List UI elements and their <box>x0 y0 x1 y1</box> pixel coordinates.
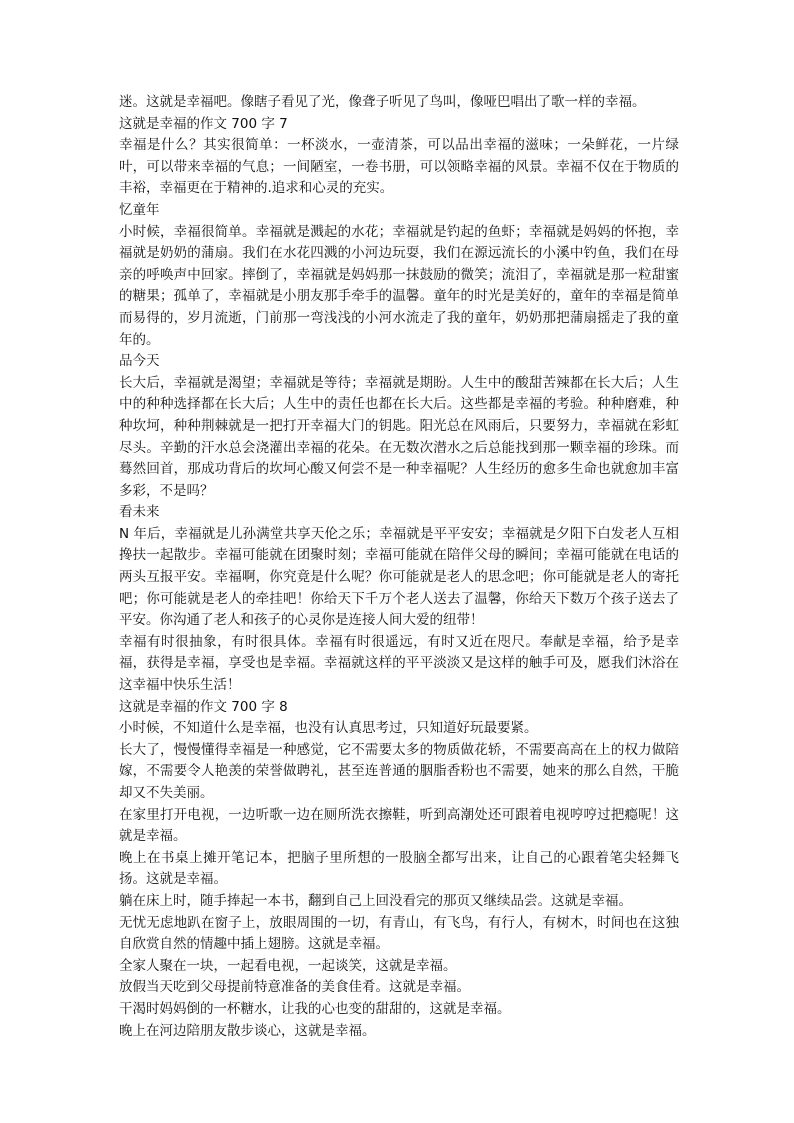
paragraph-sugar-water: 干渴时妈妈倒的一杯糖水，让我的心也变的甜甜的，这就是幸福。 <box>119 1000 511 1017</box>
paragraph-book: 躺在床上时，随手捧起一本书，翻到自己上回没看完的那页又继续品尝。这就是幸福。 <box>119 892 632 909</box>
essay-title-8: 这就是幸福的作文 700 字 8 <box>119 698 288 715</box>
paragraph-conclusion: 幸福有时很抽象，有时很具体。幸福有时很遥远，有时又近在咫尺。奉献是幸福，给予是幸福，获得是幸福，享受也是幸福。幸福就这样的平平淡淡又是这样的触手可及，愿我们沐浴在这幸福中快乐生活！ <box>119 633 679 694</box>
document-body <box>119 92 679 1042</box>
section-heading-childhood: 忆童年 <box>119 201 160 218</box>
paragraph-notebook: 晚上在书桌上摊开笔记本，把脑子里所想的一股脑全都写出来，让自己的心跟着笔尖轻舞飞扬。这就是幸福。 <box>119 849 679 888</box>
paragraph-family: 全家人聚在一块，一起看电视，一起谈笑，这就是幸福。 <box>119 957 457 974</box>
paragraph-childhood: 小时候，幸福很简单。幸福就是溅起的水花；幸福就是钓起的鱼虾；幸福就是妈妈的怀抱，幸福就是奶奶的蒲扇。我们在水花四溅的小河边玩耍，我们在源远流长的小溪中钓鱼，我们在母亲的呼唤声中回家。摔倒了，幸福就是妈妈那一抹鼓励的微笑；流泪了，幸福就是那一粒甜蜜的糖果；孤单了，幸福就是小朋友那手牵手的温馨。童年的时光是美好的，童年的幸福是简单而易得的，岁月流逝，门前那一弯浅浅的小河水流走了我的童年，奶奶那把蒲扇摇走了我的童年的。 <box>119 223 679 348</box>
paragraph-today: 长大后，幸福就是渴望；幸福就是等待；幸福就是期盼。人生中的酸甜苦辣都在长大后；人生中的种种选择都在长大后；人生中的责任也都在长大后。这些都是幸福的考验。种种磨难，种种坎坷，种种荆棘就是一把打开幸福大门的钥匙。阳光总在风雨后，只要努力，幸福就在彩虹尽头。辛勤的汗水总会浇灌出幸福的花朵。在无数次潜水之后总能找到那一颗幸福的珍珠。而蓦然回首，那成功背后的坎坷心酸又何尝不是一种幸福呢？人生经历的愈多生命也就愈加丰富多彩，不是吗？ <box>119 374 679 499</box>
paragraph-intro: 幸福是什么？其实很简单：一杯淡水，一壶清茶，可以品出幸福的滋味；一朵鲜花，一片绿叶，可以带来幸福的气息；一间陋室，一卷书册，可以领略幸福的风景。幸福不仅在于物质的丰裕，幸福更在于精神的.追求和心灵的充实。 <box>119 137 679 197</box>
paragraph-holiday: 放假当天吃到父母提前特意准备的美食佳肴。这就是幸福。 <box>119 979 470 996</box>
section-heading-future: 看未来 <box>119 504 160 521</box>
paragraph-river-walk: 晚上在河边陪朋友散步谈心，这就是幸福。 <box>119 1022 376 1039</box>
essay-title-7: 这就是幸福的作文 700 字 7 <box>119 115 288 132</box>
paragraph-tv: 在家里打开电视，一边听歌一边在厕所洗衣擦鞋，听到高潮处还可跟着电视哼哼过把瘾呢！这就是幸福。 <box>119 806 679 845</box>
paragraph-future: N 年后，幸福就是儿孙满堂共享天伦之乐；幸福就是平平安安；幸福就是夕阳下白发老人互相搀扶一起散步。幸福可能就在团聚时刻；幸福可能就在陪伴父母的瞬间；幸福可能就在电话的两头互报平安。幸福啊，你究竟是什么呢？你可能就是老人的思念吧；你可能就是老人的寄托吧；你可能就是老人的牵挂吧！你给天下千万个老人送去了温馨，你给天下数万个孩子送去了平安。你沟通了老人和孩子的心灵你是连接人间大爱的纽带！ <box>119 525 679 629</box>
paragraph-small: 小时候，不知道什么是幸福，也没有认真思考过，只知道好玩最要紧。 <box>119 720 538 737</box>
paragraph-continuation: 迷。这就是幸福吧。像瞎子看见了光，像聋子听见了鸟叫，像哑巴唱出了歌一样的幸福。 <box>119 94 646 110</box>
paragraph-window: 无忧无虑地趴在窗子上，放眼周围的一切，有青山，有飞鸟，有行人，有树木，时间也在这独自欣赏自然的情趣中插上翅膀。这就是幸福。 <box>119 914 679 953</box>
section-heading-today: 品今天 <box>119 353 160 370</box>
paragraph-grownup: 长大了，慢慢懂得幸福是一种感觉，它不需要太多的物质做花轿，不需要高高在上的权力做陪嫁，不需要令人艳羡的荣誉做聘礼，甚至连普通的胭脂香粉也不需要，她来的那么自然，干脆却又不失美丽。 <box>119 741 679 801</box>
